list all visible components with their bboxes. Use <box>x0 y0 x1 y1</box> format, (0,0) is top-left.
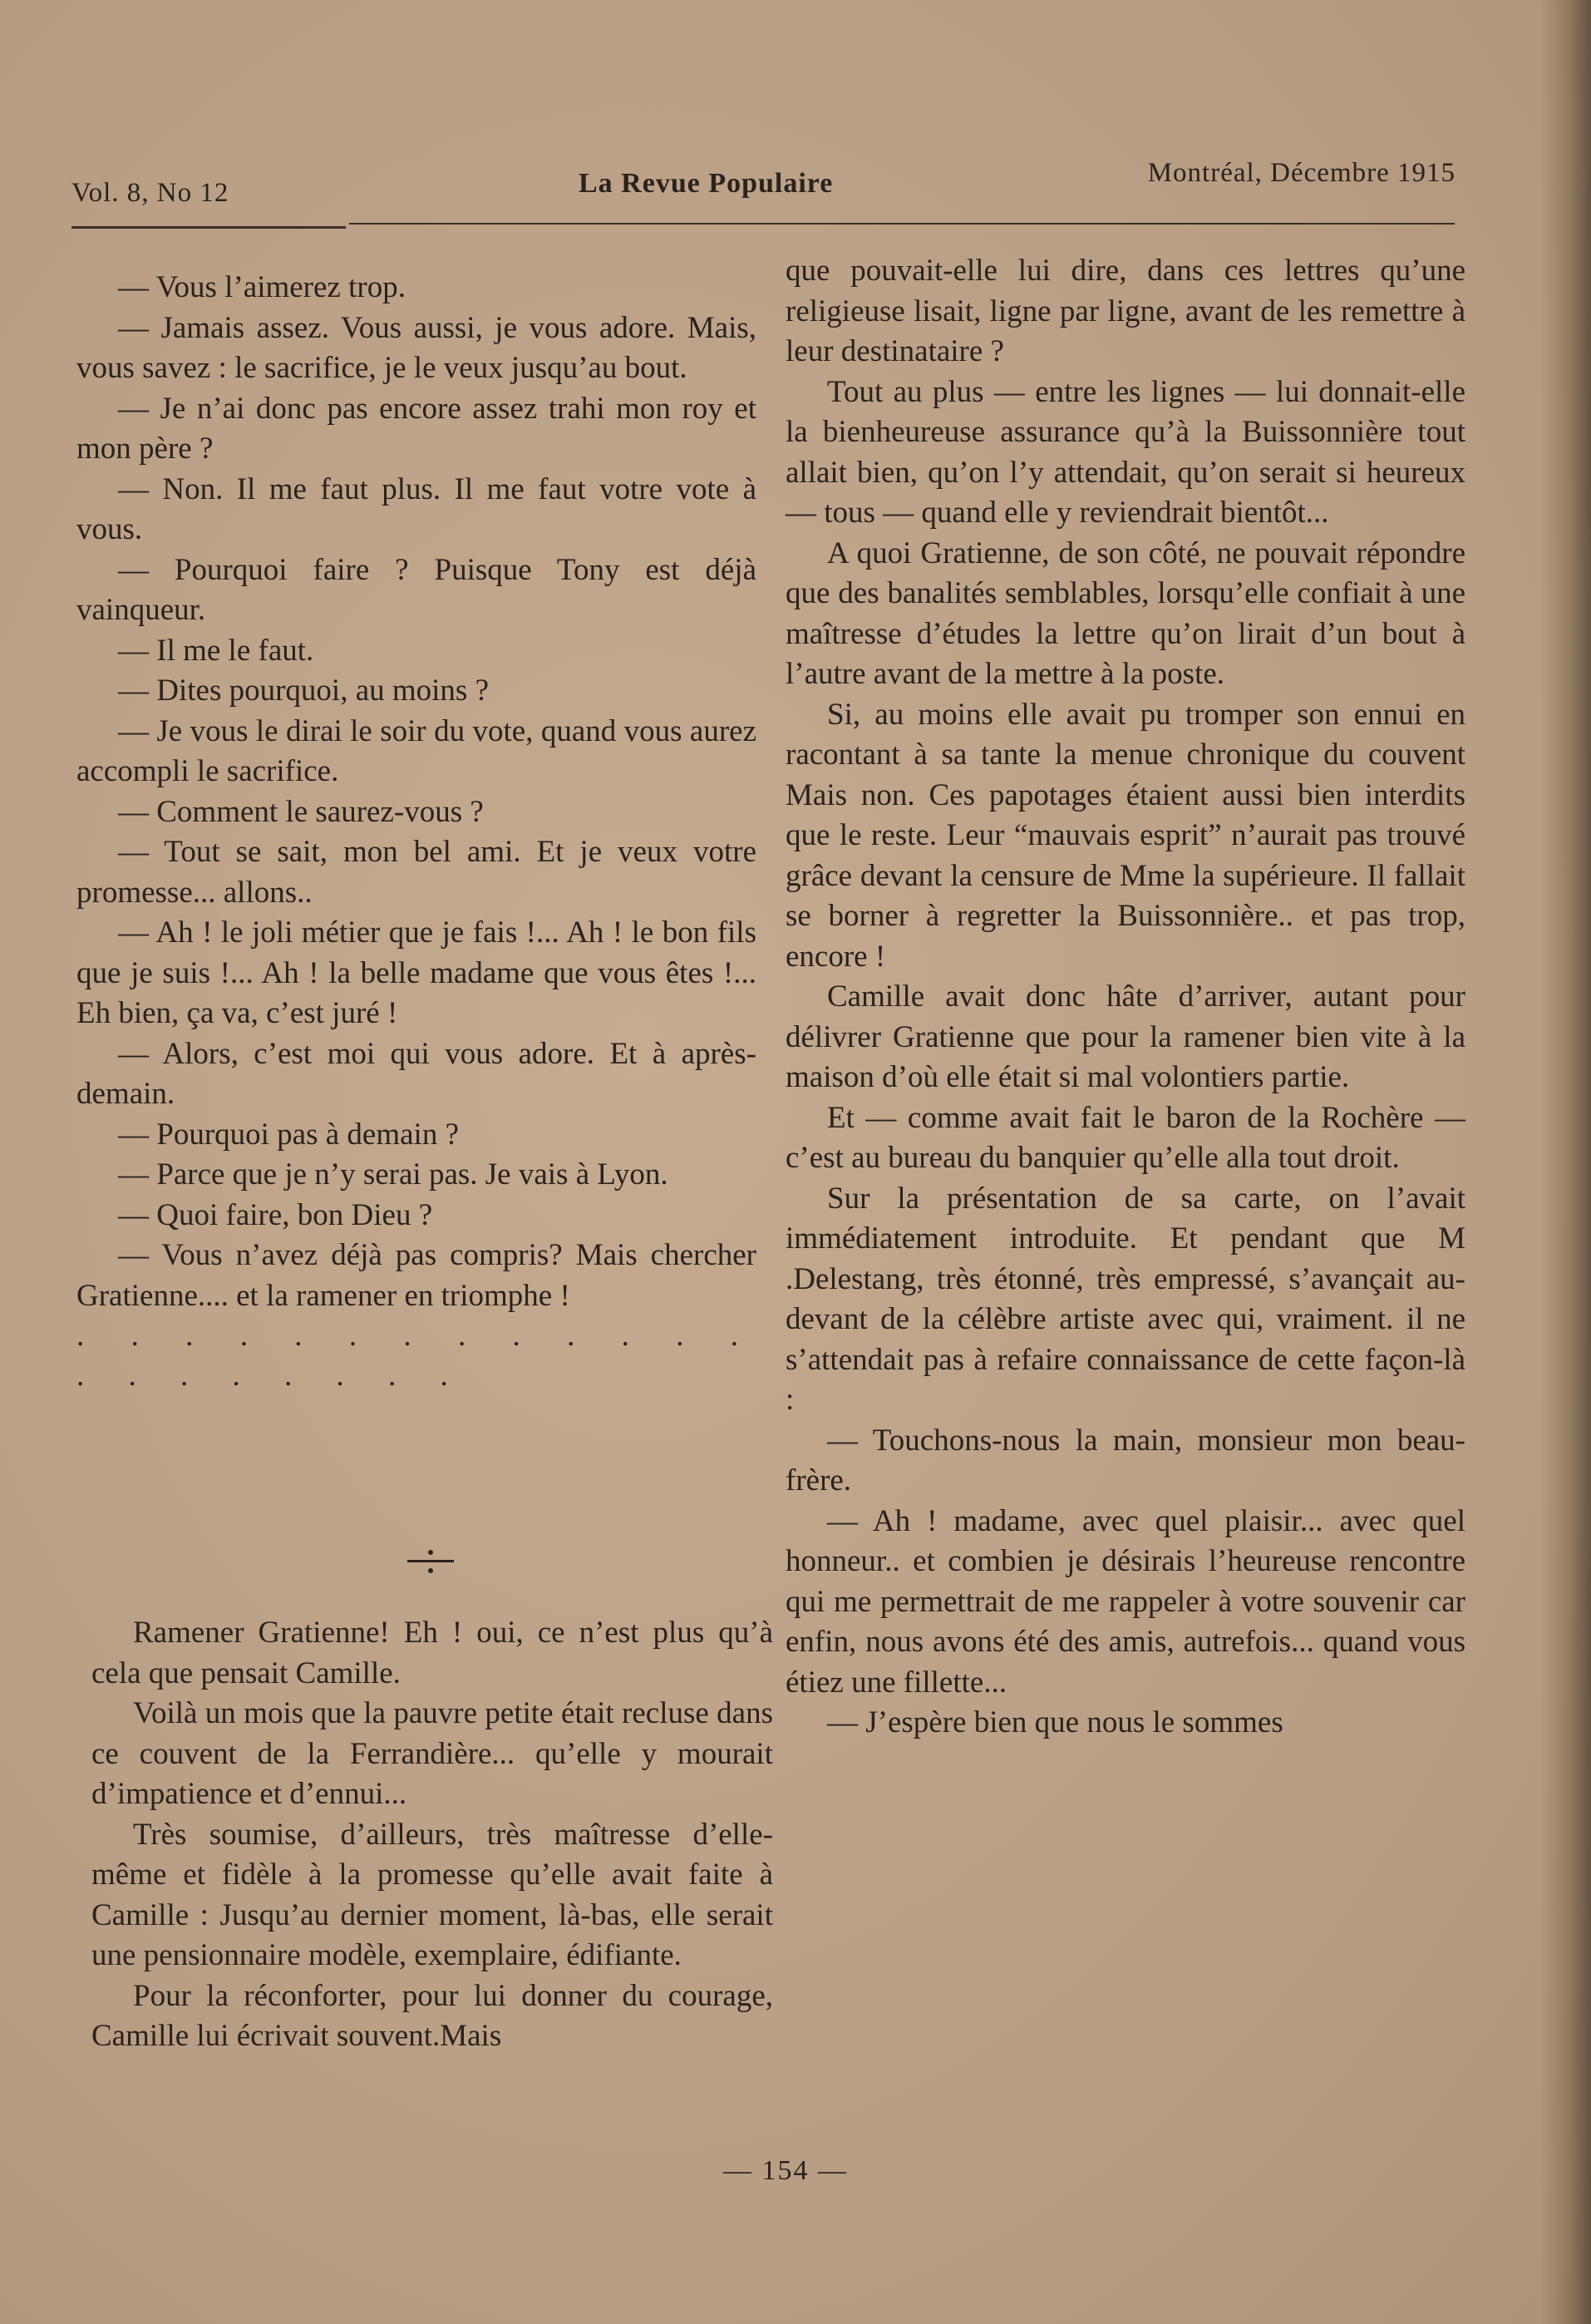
paragraph: — Comment le saurez-vous ? <box>118 794 484 829</box>
paragraph: Camille avait donc hâte d’arriver, autant pour délivrer Gratienne que pour la ramener bien vite à la maison d’où elle était si mal volontiers partie. <box>786 979 1465 1094</box>
paragraph: Si, au moins elle avait pu tromper son ennui en racontant à sa tante la menue chronique du couvent Mais non. Ces papotages étaient aussi bien interdits que le reste. Leur “mauvais esprit” n’aurait pas trouvé grâce devant la censure de Mme la supérieure. Il fallait se borner à regretter la Buissonnière.. et pas trop, encore ! <box>786 697 1465 974</box>
paragraph: — Ah ! madame, avec quel plaisir... avec quel honneur.. et combien je désirais l’heureuse rencontre qui me permettrait de me rappeler à votre souvenir car enfin, nous avons été des amis, autrefois... quand vous étiez une fillette... <box>786 1503 1465 1700</box>
paragraph: — Quoi faire, bon Dieu ? <box>118 1197 433 1232</box>
paragraph: Pour la réconforter, pour lui donner du courage, Camille lui écrivait souvent.Mais <box>91 1978 773 2053</box>
running-header <box>71 158 1456 216</box>
paragraph: — Non. Il me faut plus. Il me faut votre vote à vous. <box>76 471 756 546</box>
paragraph: — Pourquoi pas à demain ? <box>118 1117 459 1152</box>
page-edge-shadow <box>1541 0 1591 2324</box>
paragraph: Sur la présentation de sa carte, on l’avait immédiatement introduite. Et pendant que M .Delestang, très étonné, très empressé, s’avançait au-devant de la célèbre artiste avec qui, vraiment. il ne s’attendait pas à refaire connaissance de cette façon-là : <box>786 1181 1465 1417</box>
paragraph: — Pourquoi faire ? Puisque Tony est déjà vainqueur. <box>76 552 756 627</box>
paragraph: — Tout se sait, mon bel ami. Et je veux votre promesse... allons.. <box>76 835 756 910</box>
header-title: La Revue Populaire <box>579 168 834 199</box>
paragraph: Très soumise, d’ailleurs, très maîtresse d’elle-même et fidèle à la promesse qu’elle avait faite à Camille : Jusqu’au dernier moment, là-bas, elle serait une pensionnaire modèle, exemplaire, édifiante. <box>91 1817 773 1972</box>
paragraph: — Touchons-nous la main, monsieur mon beau-frère. <box>786 1423 1465 1498</box>
paragraph: — Alors, c’est moi qui vous adore. Et à après-demain. <box>76 1036 756 1111</box>
paragraph: A quoi Gratienne, de son côté, ne pouvait répondre que des banalités semblables, lorsqu’elle confiait à une maîtresse d’études la lettre qu’on lirait d’un bout à l’autre avant de la mettre à la poste. <box>786 535 1465 691</box>
header-rule-left <box>71 226 346 229</box>
paragraph: — Vous n’avez déjà pas compris? Mais chercher Gratienne.... et la ramener en triomphe ! <box>76 1238 756 1313</box>
paragraph: — Ah ! le joli métier que je fais !... Ah ! le bon fils que je suis !... Ah ! la belle madame que vous êtes !... Eh bien, ça va, c’est juré ! <box>76 915 756 1030</box>
paragraph: — Jamais assez. Vous aussi, je vous adore. Mais, vous savez : le sacrifice, je le veux jusqu’au bout. <box>76 310 756 385</box>
left-column-continued <box>91 1613 773 2057</box>
dotted-break: . . . . . . . . . . . . . . . . . . . . . <box>76 1319 756 1393</box>
paragraph: — Je n’ai donc pas encore assez trahi mon roy et mon père ? <box>76 391 756 466</box>
paragraph: que pouvait-elle lui dire, dans ces lettres qu’une religieuse lisait, ligne par ligne, avant de les remettre à leur destinataire ? <box>786 254 1465 368</box>
paragraph: — Je vous le dirai le soir du vote, quand vous aurez accompli le sacrifice. <box>76 713 756 788</box>
paragraph: Voilà un mois que la pauvre petite était recluse dans ce couvent de la Ferrandière... qu’elle y mourait d’impatience et d’ennui... <box>91 1696 773 1811</box>
paragraph: — J’espère bien que nous le sommes <box>827 1705 1283 1739</box>
section-separator-icon <box>407 1548 454 1573</box>
paragraph: — Il me le faut. <box>118 633 314 668</box>
paragraph: Tout au plus — entre les lignes — lui donnait-elle la bienheureuse assurance qu’à la Buissonnière tout allait bien, qu’on l’y attendait, qu’on serait si heureux — tous — quand elle y reviendrait bientôt... <box>786 374 1465 530</box>
page-number: — 154 — <box>723 2155 848 2186</box>
header-rule <box>349 223 1455 225</box>
paragraph: — Parce que je n’y serai pas. Je vais à Lyon. <box>118 1157 668 1192</box>
header-volume: Vol. 8, No 12 <box>71 178 229 208</box>
paragraph: Et — comme avait fait le baron de la Rochère — c’est au bureau du banquier qu’elle alla tout droit. <box>786 1100 1465 1175</box>
paragraph: — Dites pourquoi, au moins ? <box>118 674 490 708</box>
paragraph: — Vous l’aimerez trop. <box>118 270 406 304</box>
header-date: Montréal, Décembre 1915 <box>1147 158 1456 188</box>
paragraph: Ramener Gratienne! Eh ! oui, ce n’est plus qu’à cela que pensait Camille. <box>91 1616 773 1690</box>
right-column <box>786 251 1465 1744</box>
left-column <box>76 268 756 1393</box>
